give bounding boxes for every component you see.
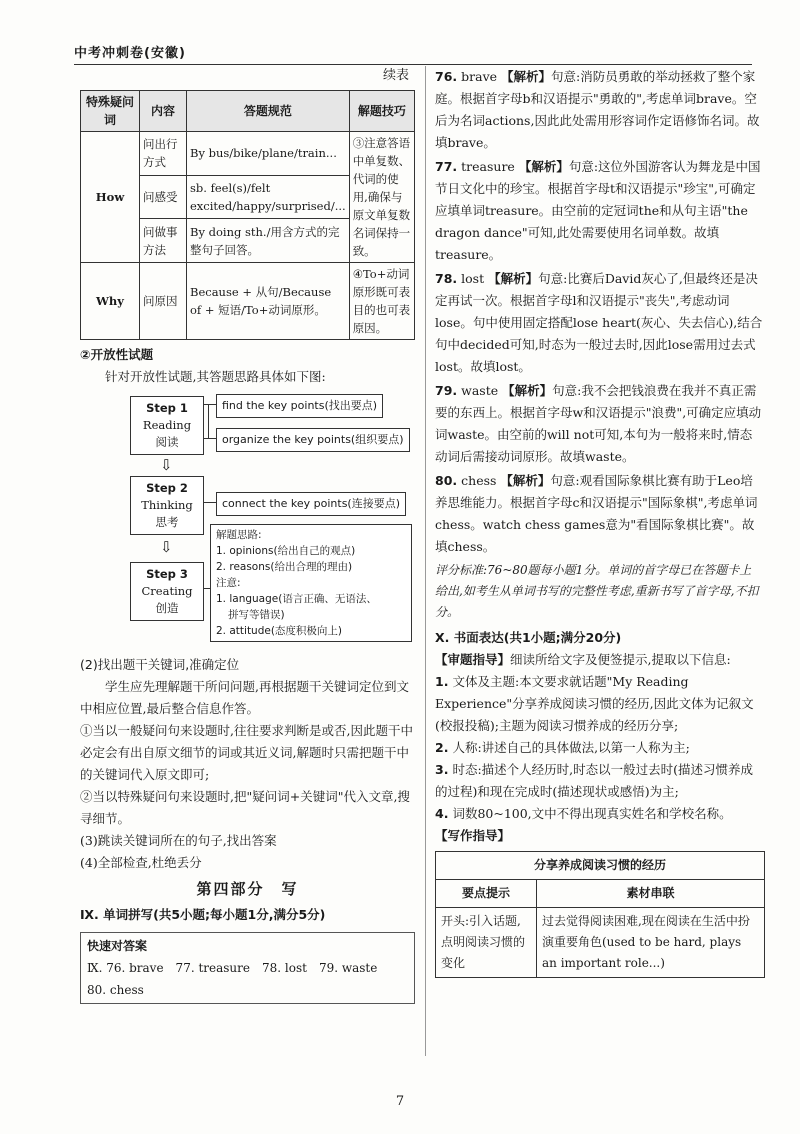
word-how: How: [81, 132, 140, 263]
down-arrow-icon: ⇩: [160, 456, 173, 474]
how-content-3: 问做事方法: [140, 219, 187, 263]
guide-point: [435, 737, 763, 759]
answer-explanation: 句意:消防员勇敢的举动拯救了整个家庭。根据首字母b和汉语提示"勇敢的",考虑单词brave。空后为名词actions,因此此处需用形容词作定语修饰名词。故填brave。: [435, 69, 760, 150]
answer-explanation: 句意:比赛后David灰心了,但最终还是决定再试一次。根据首字母l和汉语提示"丧失",考虑动词lose。句中使用固定搭配lose heart(灰心、失去信心),结合句中decided可知,时态为一般过去时,因此lose需用过去式lost。故填lost。: [435, 271, 763, 374]
guide-point: [435, 671, 763, 737]
step-1-box: [130, 396, 204, 455]
answer-word: treasure: [461, 159, 515, 174]
strategy-heading-2: (2)找出题干关键词,准确定位: [80, 657, 240, 672]
answer-number: 76.: [435, 69, 458, 84]
guide-point: [435, 803, 763, 825]
answer-number: 80.: [435, 473, 458, 488]
connector: [208, 404, 209, 438]
open-questions-intro: 针对开放性试题,其答题思路具体如下图:: [105, 369, 326, 384]
quick-answer-line-2: 80. chess: [87, 983, 144, 997]
guide-tag: 【审题指导】: [435, 652, 511, 667]
step-2-en: Thinking: [141, 498, 193, 512]
point-text: 文体及主题:本文要求就话题"My Reading Experience"分享养成阅读习惯的经历,因此文体为记叙文(校报投稿);主题为阅读习惯养成的经历分享;: [435, 674, 754, 733]
analysis-tag: 【解析】: [500, 473, 551, 488]
right-column: [435, 66, 763, 978]
point-number: 3.: [435, 762, 449, 777]
answer-number: 79.: [435, 383, 458, 398]
word-why: Why: [81, 263, 140, 340]
why-norm: Because + 从句/Because of + 短语/To+动词原形。: [187, 263, 350, 340]
open-questions-heading: ②开放性试题: [80, 347, 154, 362]
answer-word: lost: [461, 271, 485, 286]
why-content: 问原因: [140, 263, 187, 340]
note-line: 解题思路:: [216, 529, 262, 541]
strategy-heading-4: (4)全部检查,杜绝丢分: [80, 855, 202, 870]
how-norm-1: By bus/bike/plane/train...: [187, 132, 350, 176]
answer-word: chess: [461, 473, 497, 488]
analysis-tag: 【解析】: [518, 159, 569, 174]
step-2-title: Step 2: [146, 481, 188, 495]
step-3-en: Creating: [141, 584, 193, 598]
connector: [208, 404, 216, 405]
writing-guide-tag: 【写作指导】: [435, 828, 511, 843]
answer-item: [435, 66, 763, 154]
why-tip: ④To+动词原形既可表目的也可表原因。: [349, 263, 414, 340]
writing-guide-table: [435, 851, 765, 978]
note-find-key-points: find the key points(找出要点): [216, 394, 383, 418]
continued-label: 续表: [382, 68, 409, 83]
guide-point: [435, 759, 763, 803]
writing-table-col1: 要点提示: [436, 880, 537, 908]
analysis-tag: 【解析】: [501, 69, 552, 84]
strategy-heading-3: (3)跳读关键词所在的句子,找出答案: [80, 833, 277, 848]
guide-text: 细读所给文字及便签提示,提取以下信息:: [510, 652, 731, 667]
analysis-tag: 【解析】: [502, 383, 553, 398]
left-column: [80, 66, 415, 1004]
how-content-1: 问出行方式: [140, 132, 187, 176]
answer-explanation: 句意:我不会把钱浪费在我并不真正需要的东西上。根据首字母w和汉语提示"浪费",可确定应填动词waste。由空前的will not可知,本句为一般将来时,情态动词后需接动词原形。故填waste。: [435, 383, 762, 464]
connector: [204, 502, 216, 503]
point-text: 人称:讲述自己的具体做法,以第一人称为主;: [452, 740, 690, 755]
answer-number: 77.: [435, 159, 458, 174]
analysis-tag: 【解析】: [488, 271, 539, 286]
question-word-table: [80, 90, 415, 340]
note-line: 注意:: [216, 577, 241, 589]
step-3-box: [130, 562, 204, 621]
note-solving-ideas: [210, 524, 412, 642]
point-number: 2.: [435, 740, 449, 755]
step-2-zh: 思考: [155, 515, 179, 529]
step-1-en: Reading: [142, 418, 192, 432]
answer-explanation: 句意:观看国际象棋比赛有助于Leo培养思维能力。根据首字母c和汉语提示"国际象棋",考虑单词chess。watch chess games意为"看国际象棋比赛"。故填chess。: [435, 473, 758, 554]
step-1-title: Step 1: [146, 401, 188, 415]
table-header-tip: 解题技巧: [349, 91, 414, 132]
note-line: 2. reasons(给出合理的理由): [216, 561, 353, 573]
step-3-zh: 创造: [155, 601, 179, 615]
answer-explanation: 句意:这位外国游客认为舞龙是中国节日文化中的珍宝。根据首字母t和汉语提示"珍宝",可确定应填单词treasure。由空前的定冠词the和从句主语"the dragon dance"可知,此处需要使用名词单数。故填treasure。: [435, 159, 761, 262]
table-row: [81, 263, 415, 340]
page-header-title: 中考冲刺卷(安徽): [74, 46, 186, 61]
down-arrow-icon: ⇩: [160, 538, 173, 556]
how-content-2: 问感受: [140, 175, 187, 219]
note-line: 1. language(语言正确、无语法、: [216, 593, 377, 605]
part-four-title: 第四部分 写: [196, 880, 299, 898]
answer-item: [435, 470, 763, 558]
column-divider: [425, 66, 426, 1056]
answer-item: [435, 380, 763, 468]
quick-answer-title: 快速对答案: [87, 939, 148, 953]
writing-table-title: 分享养成阅读习惯的经历: [436, 852, 765, 880]
note-line: 拼写等错误): [228, 609, 285, 621]
section-nine-title: Ⅸ. 单词拼写(共5小题;每小题1分,满分5分): [80, 907, 326, 922]
how-norm-2: sb. feel(s)/felt excited/happy/surprised/...: [187, 175, 350, 219]
page-number: 7: [395, 1094, 405, 1109]
note-line: 2. attitude(态度积极向上): [216, 625, 343, 637]
answer-item: [435, 268, 763, 378]
point-number: 4.: [435, 806, 449, 821]
connector: [208, 438, 216, 439]
quick-answer-box: [80, 932, 415, 1004]
step-3-title: Step 3: [146, 567, 188, 581]
writing-table-col2: 素材串联: [537, 880, 765, 908]
point-text: 时态:描述个人经历时,时态以一般过去时(描述习惯养成的过程)和现在完成时(描述现状或感悟)为主;: [435, 762, 754, 799]
strategy-clause-2: ②当以特殊疑问句来设题时,把"疑问词+关键词"代入文章,搜寻细节。: [80, 789, 410, 826]
header-divider: [74, 64, 752, 65]
note-line: 1. opinions(给出自己的观点): [216, 545, 356, 557]
point-text: 词数80~100,文中不得出现真实姓名和学校名称。: [452, 806, 732, 821]
note-connect-key-points: connect the key points(连接要点): [216, 492, 406, 516]
section-ten-title: Ⅹ. 书面表达(共1小题;满分20分): [435, 630, 622, 645]
how-tip: ③注意答语中单复数、代词的使用,确保与原文单复数名词保持一致。: [349, 132, 414, 263]
answer-word: waste: [461, 383, 499, 398]
answer-word: brave: [461, 69, 498, 84]
how-norm-3: By doing sth./用含方式的完整句子回答。: [187, 219, 350, 263]
scoring-criteria: 评分标准:76~80题每小题1分。单词的首字母已在答题卡上给出,如考生从单词书写的完整性考虑,重新书写了首字母,不扣分。: [435, 563, 759, 619]
table-row: [436, 908, 765, 978]
table-header-word: 特殊疑问词: [81, 91, 140, 132]
step-2-box: [130, 476, 204, 535]
strategy-paragraph-2: 学生应先理解题干所问问题,再根据题干关键词定位到文中相应位置,最后整合信息作答。: [80, 679, 409, 716]
answer-number: 78.: [435, 271, 458, 286]
step-1-zh: 阅读: [155, 435, 179, 449]
table-header-content: 内容: [140, 91, 187, 132]
answer-item: [435, 156, 763, 266]
note-organize-key-points: organize the key points(组织要点): [216, 428, 410, 452]
quick-answer-line-1: Ⅸ. 76. brave 77. treasure 78. lost 79. waste: [87, 961, 378, 975]
flow-diagram: [80, 392, 415, 650]
writing-table-cell: 开头:引入话题,点明阅读习惯的变化: [436, 908, 537, 978]
guide-intro: [435, 649, 763, 671]
point-number: 1.: [435, 674, 449, 689]
writing-table-cell: 过去觉得阅读困难,现在阅读在生活中扮演重要角色(used to be hard, plays an important role...): [537, 908, 765, 978]
strategy-clause-1: ①当以一般疑问句来设题时,往往要求判断是或否,因此题干中必定会有出自原文细节的词或其近义词,解题时只需把题干中的关键词代入原文即可;: [80, 723, 413, 782]
table-header-norm: 答题规范: [187, 91, 350, 132]
table-row: [81, 132, 415, 176]
